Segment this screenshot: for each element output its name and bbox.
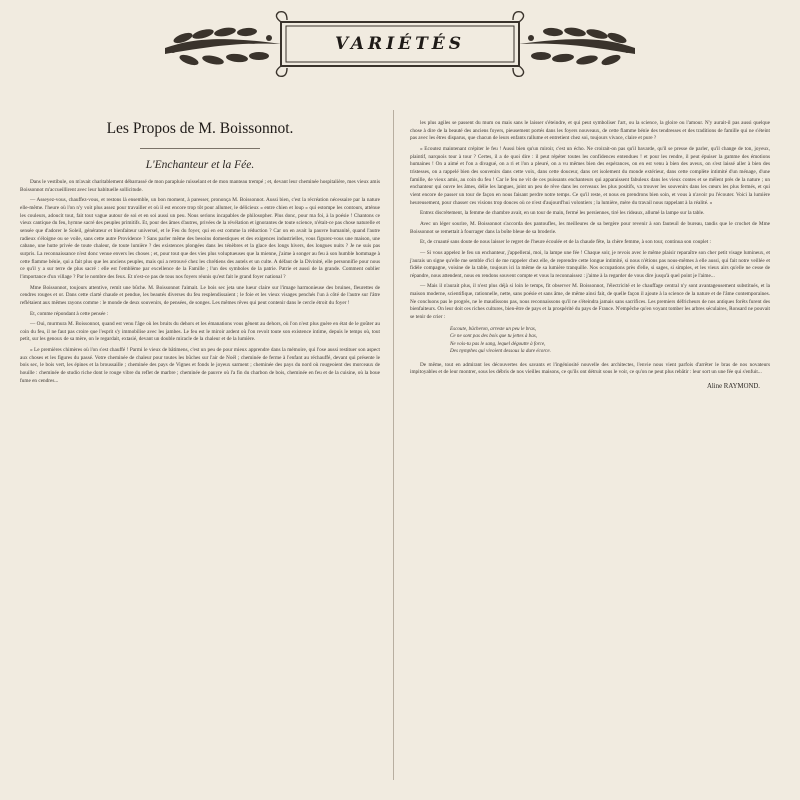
poem-line: Ne vois-tu pas le sang, lequel dégoutte à force, — [450, 340, 546, 347]
poem-line: Des nymphes qui vivoient dessous la dure écorce. — [450, 348, 551, 355]
section-title: VARIÉTÉS — [335, 34, 465, 54]
poem-line: Ce ne sont pas des bois que tu jettes à bas, — [450, 333, 538, 340]
left-column — [20, 120, 380, 388]
column-divider — [393, 110, 394, 780]
section-banner — [163, 8, 637, 80]
paragraph: Et, de cruauté sans doute de nous laisser le regret de l'heure écoulée et de la chaude fête, la chère femme, à son tour, continua son couplet : — [420, 239, 711, 246]
paragraph: Dans le vestibule, on m'avait charitablement débarrassé de mon parapluie ruisselant et de mon manteau trempé ; et, devant leur cheminée hospitalière, mes vieux amis Boissonnot m'accueillirent avec leur habituelle sollicitude. — [20, 179, 380, 193]
paragraph: Entrez discrètement, la femme de chambre avait, en un tour de main, fermé les persiennes, tiré les rideaux, allumé la lampe sur la table. — [420, 210, 705, 217]
paragraph: — Mais il n'aurait plus, il n'est plus déjà si loin le temps, fit observer M. Boissonnot, l'électricité et le chauffage central n'y sont avantageusement substitués, et la maison moderne, scientifique, rationnelle, nette, sans poésie et sans âme, de même ainsi fait, de quelle façon il ajoute à la science de la nature et de l'âme contemporaines. Ne concluons pas le progrès, ne le maudissons pas, nous reconnaissons qu'il ne s'éteindra jamais sans sacrifices. Les premiers défricheurs de nos antiques forêts furent des bienfaiteurs. On leur doit ces riches cultures, bien-être de pays et la prospérité du pays de France. N'empêche qu'en voyant tomber les arbres séculaires, Ronsard ne pouvait se tenir de crier : — [410, 283, 770, 321]
title-divider — [140, 148, 260, 149]
right-column — [410, 120, 770, 390]
paragraph: « Le premières chimères où l'on s'est chauffé ! Parmi le vieux de bâtimens, c'est un peu de pour mieux apprendre dans la mémoire, qui l'ose aussi restituer son aspect aux choses et les figures du passé. Votre cheminée de chaleur pour toutes les bûches sur l'air de Noël ; cheminée de ferme à l'enfant au réchauffé, devant qui présente le bois sec, le bois vert, les épines et la broussaille ; cheminée des pays de Vignes et fonds le joyeux sarment ; cheminée des pays du nord où rougeoient des morceaux de houille : cheminée de studio riche dont le rouge vibre du reflet de marbre ; cheminée de pauvre où l'a fin du charbon de bois, cheminée en feu et de la cuisine, où la boue fume en cendres... — [20, 347, 380, 384]
poem-line: Escoute, bûcheron, arreste un peu le bras, — [450, 325, 537, 332]
paragraph: les plus agiles se passent du mum ou mais sans le laisser s'éteindre, et qui peut symboliser l'art, ou la science, la gloire ou l'amour. N'y aurait-il pas aussi quelque chose à dire de la beauté des anciens foyers, pieusement portés dans les foyers nouveaux, de cette flamme bénie des tendresses et des traditions de famille qui ne s'éteint pas avec les êtres disparus, que chacun de leurs enfants rallume et entretient chez soi, toujours vivace, claire et pure ? — [410, 120, 770, 142]
paragraph: Mme Boissonnot, toujours attentive, remit une bûche. M. Boissonnot l'aimait. Le bois sec jeta une lueur claire sur l'image harmonieuse des bruines, fleurettes de cendres rouges et or. Dans cette clarté chaude et pendue, les beautés diverses du feu resplendissaient ; le foie et les vieux visages penchés l'un à côté de l'autre sur l'âtre reflétaient aux mêmes rayons comme : le monde de deux souvenirs, de pensées, de songes. Les mêmes rêves qui peut contenir dans le cercle étroit du foyer ! — [20, 284, 380, 306]
paragraph: — Oui, murmura M. Boissonnot, quand est venu l'âge où les bruits du dehors et les émanations vous gênent au dehors, où l'on n'est plus guère en état de le goûter au coin du feu, il ne faut pas croire que l'esprit s'y immobilise avec les jambes. Le feu est le miroir ardent où l'on revoit toute son existence intime, depuis le temps où, tout petit, sur les genoux de sa mère, on le regardait, extasié, devant un double miracle de la chaleur et de la lumière. — [20, 321, 380, 343]
author-signature: Aline RAYMOND. — [707, 383, 760, 391]
paragraph: Avec un léger sourire, M. Boissonnot s'accorda des pantoufles, les meilleures de sa bergère pour revenir à son fauteuil de bureau, tandis que le crochet de Mme Boissonnot se remettait à fourrager dans la boîte bleue de sa broderie. — [410, 220, 770, 235]
paragraph: Et, comme répondant à cette pensée : — [30, 310, 109, 317]
paragraph: « Ecoutez maintenant crépiter le feu ! Aussi bien qu'un miroir, c'est un écho. Ne croirait-on pas qu'il bavarde, qu'il se presse de parler, qu'il change de ton, joyeux, plaintif, narquois tour à tour ? Certes, il a de quoi dire : il peut répéter toutes les confidences entendues ! et pour les rendre, il peut épuiser la gamme des émotions humaines ! On a aimé et l'on a divagué, on a ri et l'on a pleuré, on a vu mêmes bien des espérances, on en est venu à bien des aveux, on s'est laissé aller à bien des tristesses, on a rappelé bien des souvenirs dans cette voix, dans cette douceur, dans cet isolement du monde extérieur, dans cette complète intimité d'un ménage, d'une famille, de vieux amis, au coin du feu ! Car le feu ne vit de ces puissants enchanteurs qui apparaissent fabuleux dans les vieux contes et se mêlent près de la nature ; un enchanteur qui ouvre les âmes, délie les langues, joint un peu de rêve dans les cerveaux les plus positifs, va trouver les souvenirs dans les cœurs les plus fermés, et qui vient encore de passer un tour de façon en nous faisant perdre notre temps. Ce qu'il reste, et nous en prendrons bien soin, et vous à n'avoir pu l'écouter. Voici la lumière heureusement, pour chasser ces visions trop douces où ce n'est d'aujourd'hui volontiers ; la lumière, mère du travail nous rappelant à la réalité. » — [410, 145, 770, 206]
poem-quote — [450, 326, 770, 356]
paragraph: — Asseyez-vous, chauffez-vous, et restons là ensemble, un bon moment, à paresser, prononça M. Boissonnot. Aussi bien, c'est la récréation nécessaire par la nature elle-même. l'heure où l'on n'y voit plus assez pour travailler et où il est encore trop tôt pour allumer, le délicieux « entre chien et loup » qui estompe les contours, atténue les couleurs, adoucit tout, fait tout vague autour de soi et en soi aussi un peu. Nous serions incapables de philosopher. Plus donc, pour ma foi, à la poésie ! Chantons ce vieux cantique du feu, hymne sacré des peuples primitifs. Et, pour des âmes d'autres, privées de la révélation et ignorantes de toute science, n'était-ce pas chose naturelle et sensée que d'adorer le Soleil, générateur et bienfaiteur universel, et le Feu du foyer, qui en est comme la réduction ? Car on en avait la pauvre humanité, quand l'autre radieux s'éloigne ou se voile, sans cette autre Providence ? Sans parler même des besoins domestiques et des exigences industrielles, vous figurez-vous une maison, une cabane, une hutte privée de toute chaleur, de toute lumière ? des existences plongées dans les ténèbres et la glace des longs hivers, des longues nuits ? Je ne suis pas surpris. La reconnaissance n'est donc venue envers les choses ; et, pour tout que des vies plus voluptueuses que la mienne, j'aime à songer au feu à son humble hommage à cette flamme bénie, qui a fait plus que les anciens peuples, mais qui a retrouvé chez les chrétiens des autels et un culte. A défaut de la Divinité, elle personnifie pour nous ce qu'il y a sur terre de plus sacré : elle est l'emblème par excellence de la Famille ; l'un des symboles de la patrie. Patrie et aussi de la grande. Comment oublier l'importance d'un village ? Par le nombre des feux. Et n'est-ce pas de tous nos foyers réunis qu'est fait le grand foyer national ? — [20, 197, 380, 280]
paragraph: De même, tout en admirant les découvertes des savants et l'ingéniosité nouvelle des architectes, l'envie nous vient parfois d'arrêter le bras de nos novateurs impitoyables et de leur montrer, sous les débris de nos vieilles maisons, ce qu'ils ont détruit sous le voir, ce qu'on ne peut plus rebâtir : leur sort un une fée qui s'enfuit... — [410, 361, 770, 376]
article-subtitle: L'Enchanteur et la Fée. — [145, 159, 255, 171]
paragraph: — Si vous appelez le feu un enchanteur, j'appellerai, moi, la lampe une fée ! Chaque soir, je revois avec le même plaisir reparaître son cher petit visage lumineux, et j'aurais un signe qu'elle me semble d'ici de me rappeler chez elle, de reprendre cette longue intimité, si nous n'étions pas nous-mêmes à elle aussi, qui fait notre veillée et fidèle compagne, voisine de la table, toujours ici la même de sa lumière tranquille. Nos occupations près d'elle, si sages, si simples, et les vieux airs qu'elle ne cesse de répandre, nous attendent, nous en rendons souvent compte et vous la reconnaissez : j'aime à la regarder de vous dire jusqu'à quel point je l'aime... — [410, 249, 770, 279]
article-title: Les Propos de M. Boissonnot. — [106, 120, 294, 137]
